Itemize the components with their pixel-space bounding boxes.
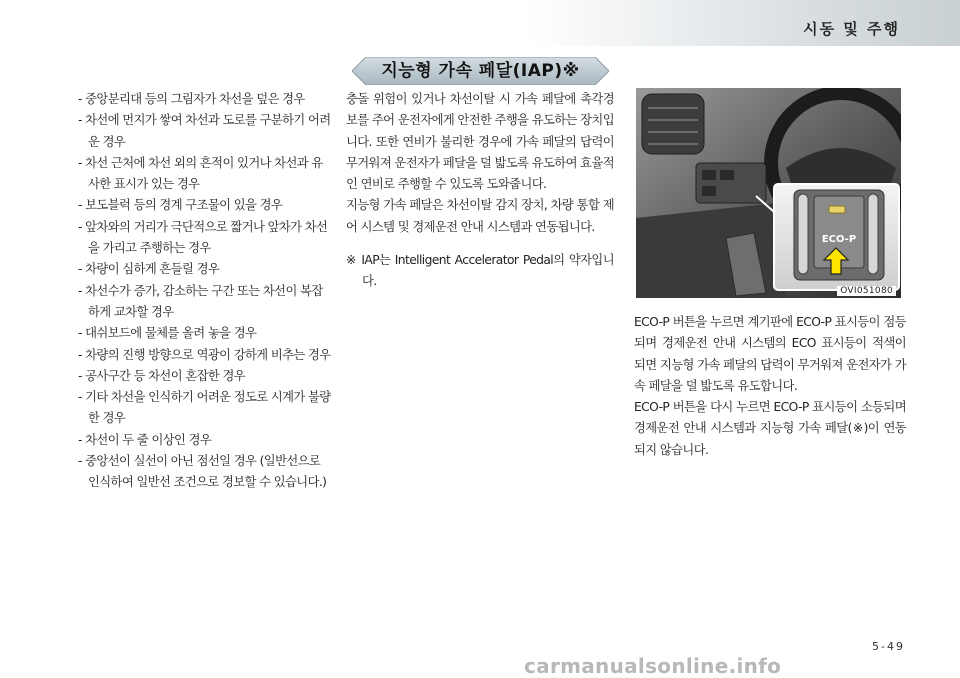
figure-code: OVI051080 [837, 286, 896, 296]
list-item: - 차선수가 증가, 감소하는 구간 또는 차선이 복잡하게 교차할 경우 [78, 283, 323, 319]
list-item: - 보도블럭 등의 경계 구조물이 있을 경우 [78, 198, 283, 213]
list-item: - 차량이 심하게 흔들릴 경우 [78, 262, 220, 277]
list-item: - 차선이 두 줄 이상인 경우 [78, 432, 212, 447]
right-column [634, 312, 906, 461]
heading-title: 지능형 가속 페달(IAP)※ [381, 61, 580, 81]
paragraph: 충돌 위험이 있거나 차선이탈 시 가속 페달에 촉각경보를 주어 운전자에게 안전한 주행을 유도하는 장치입니다. 또한 연비가 불리한 경우에 가속 페달의 답력이 무거워져 운전자가 페달을 덜 밟도록 유도하여 효율적인 연비로 주행할 수 있도록 도와줍니다. [346, 92, 614, 192]
list-item: - 중앙선이 실선이 아닌 점선일 경우 (일반선으로 인식하여 일반선 조건으로 경보할 수 있습니다.) [78, 454, 327, 490]
watermark: carmanualsonline.info [524, 654, 782, 678]
dashboard-illustration [636, 88, 901, 298]
list-item: - 차선에 먼지가 쌓여 차선과 도로를 구분하기 어려운 경우 [78, 113, 331, 149]
list-item: - 차량의 진행 방향으로 역광이 강하게 비추는 경우 [78, 347, 331, 362]
section-title: 시동 및 주행 [803, 20, 900, 38]
paragraph: ECO-P 버튼을 다시 누르면 ECO-P 표시등이 소등되며 경제운전 안내 시스템과 지능형 가속 페달(※)이 연동되지 않습니다. [634, 400, 906, 457]
paragraph: 지능형 가속 페달은 차선이탈 감지 장치, 차량 통합 제어 시스템 및 경제운전 안내 시스템과 연동됩니다. [346, 198, 614, 234]
list-item: - 대쉬보드에 물체를 올려 놓을 경우 [78, 326, 257, 341]
note: ※ IAP는 Intelligent Accelerator Pedal의 약자입니다. [346, 253, 614, 289]
eco-p-button-label: ECO-P [821, 234, 857, 245]
paragraph: ECO-P 버튼을 누르면 계기판에 ECO-P 표시등이 점등되며 경제운전 안내 시스템의 ECO 표시등이 적색이 되면 지능형 가속 페달의 답력이 무거워져 운전자가 가속 페달을 덜 밟도록 유도합니다. [634, 315, 906, 393]
page-number: 5-49 [872, 640, 905, 653]
dashboard-photo [636, 88, 901, 298]
middle-column [346, 89, 614, 293]
left-column [78, 89, 333, 494]
list-item: - 중앙분리대 등의 그림자가 차선을 덮은 경우 [78, 92, 305, 106]
list-item: - 기타 차선을 인식하기 어려운 정도로 시계가 불량한 경우 [78, 390, 331, 426]
list-item: - 공사구간 등 차선이 혼잡한 경우 [78, 368, 246, 383]
list-item: - 차선 근처에 차선 외의 흔적이 있거나 차선과 유사한 표시가 있는 경우 [78, 155, 323, 192]
list-item: - 앞차와의 거리가 극단적으로 짧거나 앞차가 차선을 가리고 주행하는 경우 [78, 219, 328, 256]
section-heading [352, 57, 609, 85]
